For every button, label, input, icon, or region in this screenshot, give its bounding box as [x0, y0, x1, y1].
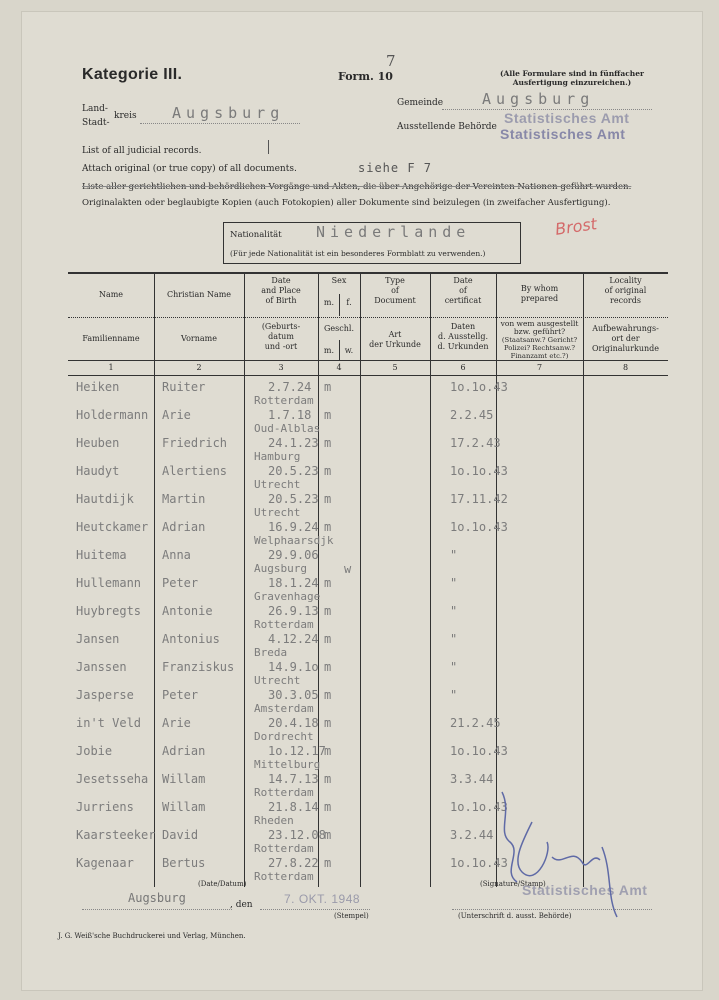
certificate-date-cell: 1o.1o.43: [450, 464, 508, 478]
given-name-cell: Willam: [162, 772, 206, 786]
birth-date-cell: 18.1.24: [268, 576, 319, 590]
surname-cell: Holdermann: [76, 408, 149, 422]
sex-m-cell: m: [324, 688, 332, 702]
surname-cell: Jansen: [76, 632, 120, 646]
birth-date-cell: 23.12.08: [268, 828, 326, 842]
col-locality-de-1: Aufbewahrungs-: [592, 324, 659, 333]
birth-place-cell: Utrecht: [254, 506, 301, 519]
sex-m-cell: m: [324, 800, 332, 814]
col-num-2: 2: [196, 363, 202, 372]
certificate-date-cell: 17.2.43: [450, 436, 501, 450]
table-row: [68, 632, 668, 660]
certificate-date-cell: ": [450, 688, 458, 702]
surname-cell: Heiken: [76, 380, 120, 394]
surname-cell: Heutckamer: [76, 520, 149, 534]
birth-date-cell: 20.5.23: [268, 464, 319, 478]
sex-m-cell: m: [324, 520, 332, 534]
given-name-cell: Anna: [162, 548, 191, 562]
surname-cell: Janssen: [76, 660, 127, 674]
col-prepared-de-1: von wem ausgestellt: [500, 319, 579, 328]
birth-date-cell: 14.9.1o: [268, 660, 319, 674]
col-birth-de-2: datum: [268, 332, 294, 341]
given-name-cell: David: [162, 828, 199, 842]
table-row: [68, 492, 668, 520]
col-sex-de: Geschl.: [324, 324, 354, 333]
given-name-cell: Adrian: [162, 520, 206, 534]
col-locality-de-3: Originalurkunde: [591, 344, 660, 353]
table-header-line: [68, 360, 668, 361]
col-birth-en-2: and Place: [261, 286, 301, 295]
col-date-en: [430, 276, 496, 306]
col-type-en-2: of: [391, 286, 399, 295]
table-row: [68, 604, 668, 632]
col-num-4: 4: [336, 363, 342, 372]
given-name-cell: Friedrich: [162, 436, 228, 450]
col-locality-en-3: records: [610, 296, 641, 305]
col-prepared-de-4: Polizei? Rechtsanw.?: [503, 344, 576, 352]
sex-m-cell: m: [324, 604, 332, 618]
certificate-date-cell: 1o.1o.43: [450, 744, 508, 758]
col-name-en: Name: [98, 290, 124, 299]
given-name-cell: Alertiens: [162, 464, 228, 478]
col-num-7: 7: [536, 363, 543, 372]
surname-cell: Kagenaar: [76, 856, 134, 870]
table-row: [68, 660, 668, 688]
certificate-date-cell: 17.11.42: [450, 492, 508, 506]
col-type-en-3: Document: [374, 296, 416, 305]
col-prepared-en-1: By whom: [520, 284, 559, 293]
surname-cell: Jurriens: [76, 800, 134, 814]
certificate-date-cell: 1o.1o.43: [450, 380, 508, 394]
table-num-line: [68, 375, 668, 376]
birth-date-cell: 20.4.18: [268, 716, 319, 730]
instruction-line2: Attach original (or true copy) of all documents.: [82, 164, 297, 174]
landkreis-label-1: Land-: [82, 104, 108, 114]
given-name-cell: Martin: [162, 492, 206, 506]
sex-m-cell: m: [324, 492, 332, 506]
birth-place-cell: Augsburg: [254, 562, 307, 575]
col-type-de: [360, 330, 430, 350]
instruction-mark: [268, 140, 269, 154]
given-name-cell: Arie: [162, 408, 191, 422]
birth-place-cell: Rotterdam: [254, 786, 314, 799]
table-row: [68, 464, 668, 492]
table-row: [68, 436, 668, 464]
table-row: [68, 744, 668, 772]
instruction-line3: Liste aller gerichtlichen und behördlichen Vorgänge und Akten, die über Angehörige der Vereinten Nationen geführt wurden.: [82, 182, 632, 192]
col-type-de-1: Art: [388, 330, 402, 339]
stempel-label: (Stempel): [334, 912, 369, 920]
birth-date-cell: 4.12.24: [268, 632, 319, 646]
col-sex-m-de: m.: [323, 346, 335, 355]
birth-place-cell: Oud-Alblas: [254, 422, 321, 435]
certificate-date-cell: ": [450, 548, 458, 562]
footer-stamp: Statistisches Amt: [522, 882, 648, 898]
col-christian-en: Christian Name: [166, 290, 232, 299]
col-prepared-en-2: prepared: [520, 294, 559, 303]
signature-label: (Signature/Stamp): [480, 880, 546, 888]
sex-m-cell: m: [324, 380, 332, 394]
form-number: 7: [386, 52, 396, 70]
sex-m-cell: m: [324, 408, 332, 422]
col-num-8: 8: [622, 363, 629, 372]
birth-date-cell: 21.8.14: [268, 800, 319, 814]
given-name-cell: Antonius: [162, 632, 220, 646]
col-date-de: [430, 322, 496, 352]
table-row: [68, 548, 668, 576]
sex-m-cell: m: [324, 856, 332, 870]
sex-f-cell: w: [344, 562, 352, 576]
sex-m-cell: m: [324, 828, 332, 842]
surname-cell: Hullemann: [76, 576, 142, 590]
certificate-date-cell: 1o.1o.43: [450, 856, 508, 870]
certificate-date-cell: 1o.1o.43: [450, 800, 508, 814]
col-date-de-1: Daten: [450, 322, 476, 331]
sex-m-cell: m: [324, 436, 332, 450]
sex-m-cell: m: [324, 716, 332, 730]
instruction-line1: List of all judicial records.: [82, 146, 202, 156]
red-handwritten-mark: Brost: [553, 214, 599, 239]
landkreis-underline: [140, 123, 300, 124]
nationality-value: Niederlande: [316, 223, 471, 241]
col-locality-en: [583, 276, 668, 306]
surname-cell: Haudyt: [76, 464, 120, 478]
certificate-date-cell: ": [450, 576, 458, 590]
certificate-date-cell: ": [450, 660, 458, 674]
certificate-date-cell: 2.2.45: [450, 408, 494, 422]
col-sex-m: m.: [323, 298, 335, 307]
col-locality-en-2: of original: [604, 286, 647, 295]
sex-m-cell: m: [324, 660, 332, 674]
birth-place-cell: Rotterdam: [254, 842, 314, 855]
form-label: Form. 10: [338, 70, 393, 83]
sex-m-cell: m: [324, 744, 332, 758]
birth-date-cell: 1.7.18: [268, 408, 312, 422]
col-birth-en-1: Date: [271, 276, 291, 285]
certificate-date-cell: 3.2.44: [450, 828, 494, 842]
sex-m-cell: m: [324, 464, 332, 478]
birth-date-cell: 26.9.13: [268, 604, 319, 618]
landkreis-value: Augsburg: [172, 104, 285, 122]
nationality-note: (Für jede Nationalität ist ein besonderes Formblatt zu verwenden.): [230, 249, 486, 258]
birth-place-cell: Rotterdam: [254, 618, 314, 631]
col-num-6: 6: [460, 363, 466, 372]
given-name-cell: Arie: [162, 716, 191, 730]
form-sheet: [22, 12, 702, 990]
date-stamp: 7. OKT. 1948: [284, 892, 361, 906]
birth-place-cell: Hamburg: [254, 450, 301, 463]
birth-place-cell: Rotterdam: [254, 394, 314, 407]
table-row: [68, 520, 668, 548]
den-label: , den: [230, 900, 253, 910]
instruction-note: siehe F 7: [358, 161, 433, 175]
birth-place-cell: Utrecht: [254, 674, 301, 687]
nationality-box: [223, 222, 521, 264]
landkreis-label-2: Stadt-: [82, 118, 110, 128]
birth-place-cell: Utrecht: [254, 478, 301, 491]
sex-m-cell: m: [324, 632, 332, 646]
date-underline: [260, 909, 370, 910]
col-prepared-de: [496, 320, 583, 360]
given-name-cell: Willam: [162, 800, 206, 814]
given-name-cell: Bertus: [162, 856, 206, 870]
col-birth-en: [244, 276, 318, 306]
col-prepared-de-2: bzw. geführt?: [513, 327, 566, 336]
certificate-date-cell: 21.2.45: [450, 716, 501, 730]
birth-place-cell: Welphaarsdjk: [254, 534, 334, 547]
date-label: (Date/Datum): [198, 880, 247, 888]
table-mid-line: [68, 317, 668, 318]
given-name-cell: Peter: [162, 688, 199, 702]
col-birth-de: [244, 322, 318, 352]
surname-cell: Jobie: [76, 744, 113, 758]
col-locality-de: [583, 324, 668, 354]
col-sex-f: f.: [346, 298, 352, 307]
handwritten-signature: [492, 782, 642, 922]
surname-cell: Heuben: [76, 436, 120, 450]
sex-m-cell: m: [324, 576, 332, 590]
col-type-en-1: Type: [385, 276, 405, 285]
col-num-1: 1: [108, 363, 114, 372]
col-prepared-de-5: Finanzamt etc.?): [510, 352, 569, 360]
table-row: [68, 716, 668, 744]
given-name-cell: Adrian: [162, 744, 206, 758]
col-date-en-1: Date: [453, 276, 473, 285]
given-name-cell: Peter: [162, 576, 199, 590]
birth-place-cell: Breda: [254, 646, 288, 659]
surname-cell: Huybregts: [76, 604, 142, 618]
kreis-label: kreis: [114, 111, 137, 121]
birth-place-cell: Rheden: [254, 814, 294, 827]
col-birth-de-1: (Geburts-: [261, 322, 301, 331]
birth-date-cell: 27.8.22: [268, 856, 319, 870]
surname-cell: Jesetsseha: [76, 772, 149, 786]
col-date-de-3: d. Urkunden: [437, 342, 489, 351]
surname-cell: Jasperse: [76, 688, 134, 702]
birth-place-cell: Amsterdam: [254, 702, 314, 715]
sex-m-cell: m: [324, 772, 332, 786]
table-row: [68, 688, 668, 716]
table-top-line: [68, 272, 668, 274]
certificate-date-cell: ": [450, 604, 458, 618]
birth-place-cell: Dordrecht: [254, 730, 314, 743]
gemeinde-value: Augsburg: [482, 90, 595, 108]
certificate-date-cell: 1o.1o.43: [450, 520, 508, 534]
col-locality-de-2: ort der: [611, 334, 640, 343]
col-date-en-2: of: [459, 286, 467, 295]
birth-place-cell: Mittelburg: [254, 758, 321, 771]
surname-cell: Kaarsteeker: [76, 828, 156, 842]
place-underline: [82, 909, 232, 910]
birth-date-cell: 1o.12.17: [268, 744, 326, 758]
table-row: [68, 408, 668, 436]
given-name-cell: Antonie: [162, 604, 213, 618]
given-name-cell: Franziskus: [162, 660, 235, 674]
birth-place-cell: Rotterdam: [254, 870, 314, 883]
surname-cell: in't Veld: [76, 716, 142, 730]
behoerde-stamp-1: Statistisches Amt: [504, 110, 630, 126]
col-birth-en-3: of Birth: [265, 296, 297, 305]
col-sex-en: Sex: [331, 276, 347, 285]
col-type-de-2: der Urkunde: [369, 340, 421, 349]
col-date-en-3: certificat: [444, 296, 482, 305]
table-row: [68, 380, 668, 408]
birth-place-cell: Gravenhage: [254, 590, 321, 603]
birth-date-cell: 30.3.05: [268, 688, 319, 702]
col-date-de-2: d. Ausstellg.: [437, 332, 489, 341]
certificate-date-cell: 3.3.44: [450, 772, 494, 786]
col-sex-w-de: w.: [344, 346, 354, 355]
col-num-3: 3: [278, 363, 284, 372]
instruction-line4: Originalakten oder beglaubigte Kopien (auch Fotokopien) aller Dokumente sind beizulegen (in zweifacher Ausfertigung).: [82, 198, 611, 208]
col-type-en: [360, 276, 430, 306]
col-prepared-en: [496, 284, 583, 304]
behoerde-label: Ausstellende Behörde: [397, 122, 497, 132]
col-prepared-de-3: (Staatsanw.? Gericht?: [501, 336, 578, 344]
surname-cell: Hautdijk: [76, 492, 134, 506]
given-name-cell: Ruiter: [162, 380, 206, 394]
col-birth-de-3: und -ort: [264, 342, 298, 351]
behoerde-stamp-2: Statistisches Amt: [500, 126, 626, 142]
surname-cell: Huitema: [76, 548, 127, 562]
certificate-date-cell: ": [450, 632, 458, 646]
form-note: [500, 69, 644, 87]
gemeinde-label: Gemeinde: [397, 98, 444, 108]
birth-date-cell: 20.5.23: [268, 492, 319, 506]
birth-date-cell: 16.9.24: [268, 520, 319, 534]
birth-date-cell: 14.7.13: [268, 772, 319, 786]
form-note-line2: Ausfertigung einzureichen.): [512, 78, 632, 87]
category-title: Kategorie III.: [82, 66, 183, 83]
birth-date-cell: 29.9.06: [268, 548, 319, 562]
nationality-label: Nationalität: [230, 230, 282, 240]
unterschrift-label: (Unterschrift d. ausst. Behörde): [458, 912, 572, 920]
birth-date-cell: 24.1.23: [268, 436, 319, 450]
col-locality-en-1: Locality: [609, 276, 642, 285]
col-num-5: 5: [392, 363, 398, 372]
printer-credit: J. G. Weiß'sche Buchdruckerei und Verlag, München.: [58, 932, 246, 940]
footer-place: Augsburg: [128, 891, 186, 905]
form-note-line1: (Alle Formulare sind in fünffacher: [500, 69, 644, 78]
col-name-de: Familienname: [82, 334, 140, 343]
col-christian-de: Vorname: [181, 334, 217, 343]
table-row: [68, 576, 668, 604]
birth-date-cell: 2.7.24: [268, 380, 312, 394]
